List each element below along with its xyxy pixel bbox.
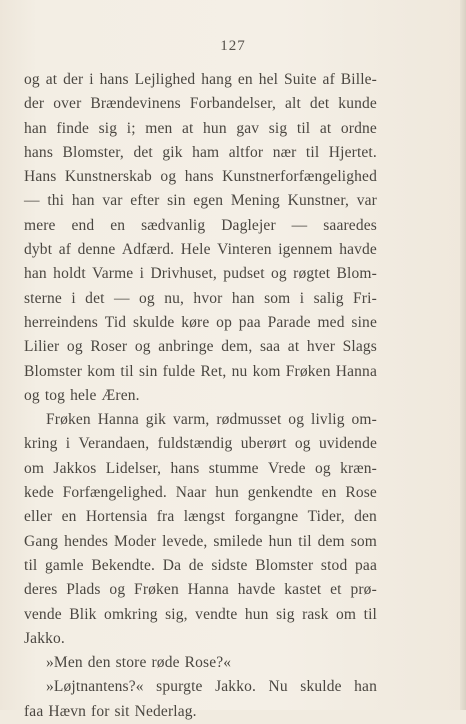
word: skulde [133, 313, 175, 331]
word: salig [313, 289, 344, 307]
word: egen [193, 192, 224, 210]
word: til [305, 143, 320, 161]
word: Plads [66, 581, 101, 599]
word: til [298, 532, 312, 550]
word: saaredes [323, 216, 377, 234]
word: Lilier [24, 338, 60, 356]
word: sin [138, 362, 158, 380]
word: saa [259, 338, 281, 356]
word: længst [183, 508, 226, 526]
word: store [115, 654, 147, 672]
word: nu, [164, 289, 185, 307]
word: af [58, 241, 72, 259]
word: Mening [230, 192, 280, 210]
text-line [24, 432, 377, 456]
word: »Men [46, 654, 83, 672]
word: det [133, 143, 153, 161]
text-line [24, 384, 377, 408]
word: kom [252, 362, 281, 380]
word: og [160, 168, 177, 186]
word: og [24, 71, 40, 88]
word: der [63, 71, 84, 88]
word: fra [156, 508, 175, 526]
word: thi [47, 192, 65, 210]
word: havde [237, 581, 276, 599]
text-line [24, 165, 377, 189]
word: tog [44, 386, 66, 404]
word: Blom- [336, 265, 377, 283]
word: som [264, 289, 291, 307]
text-line [24, 311, 377, 335]
word: Hele [180, 241, 211, 259]
word: der [24, 95, 45, 113]
word: kom [87, 362, 116, 380]
word: dybt [24, 241, 53, 259]
word: Adfærd. [121, 241, 175, 259]
text-line [24, 651, 377, 675]
word: hver [306, 338, 336, 356]
word: vende [24, 605, 62, 623]
word: og [271, 265, 287, 283]
word: spurgte [156, 678, 203, 696]
word: uberørt [240, 435, 287, 453]
word: Kunstnerforfængelighed [222, 168, 377, 186]
word: sidste [211, 556, 248, 574]
word: ham [192, 143, 220, 161]
word: pudset [223, 265, 265, 283]
word: at [319, 119, 332, 137]
word: sin [167, 192, 186, 210]
word: hendes [64, 532, 109, 550]
word: dem [317, 532, 345, 550]
word: Tid [104, 313, 127, 331]
word: fuldstændig [157, 435, 233, 453]
word: han [71, 192, 95, 210]
text-line [24, 117, 377, 141]
text-line [24, 530, 377, 554]
word: om [24, 459, 45, 477]
word: livlig [311, 411, 345, 429]
word: for [91, 702, 110, 720]
word: sig [276, 605, 295, 623]
word: køre [181, 313, 210, 331]
text-line [24, 627, 377, 651]
word: Nederlag. [134, 702, 197, 720]
word: paa [238, 313, 261, 331]
word: Roser [90, 338, 128, 356]
word: Blomster [255, 556, 314, 574]
word: i [71, 289, 76, 307]
word: Bekendte. [91, 556, 156, 574]
word: hun [268, 532, 293, 550]
word: røgtet [293, 265, 331, 283]
word: hang [201, 71, 232, 88]
word: om- [351, 411, 377, 429]
word: fulde [162, 362, 196, 380]
word: gik [162, 143, 183, 161]
word: et [330, 581, 342, 599]
word: Slags [342, 338, 377, 356]
text-line [24, 287, 377, 311]
word: havde [339, 241, 377, 259]
word: at [45, 71, 58, 88]
word: Kunstner, [287, 192, 350, 210]
word: kring [24, 435, 58, 453]
word: paa [355, 556, 377, 574]
word: stod [320, 556, 348, 574]
word: Forbandelser, [189, 95, 276, 113]
word: — [113, 289, 130, 307]
word: Blomster [24, 362, 83, 380]
word: varm, [172, 411, 210, 429]
word: gamle [45, 556, 84, 574]
word: end [71, 216, 95, 234]
word: anbringe [158, 338, 214, 356]
word: Jakkos [53, 459, 97, 477]
word: men [145, 119, 173, 137]
word: Forfængelighed. [62, 484, 167, 502]
word: sterne [24, 289, 62, 307]
text-line [24, 189, 377, 213]
word: Jakko. [215, 678, 257, 696]
text-line [24, 335, 377, 359]
word: prø- [350, 581, 377, 599]
word: sine [351, 313, 377, 331]
word: »Løjtnantens?« [46, 678, 144, 696]
word: Parade [267, 313, 311, 331]
word: uvidende [318, 435, 377, 453]
word: Vinteren [217, 241, 272, 259]
word: hun [215, 484, 239, 502]
word: deres [24, 581, 58, 599]
word: Lidelser, [105, 459, 162, 477]
word: genkendte [247, 484, 313, 502]
word: han [24, 265, 47, 283]
word: han [231, 289, 255, 307]
word: om [336, 605, 357, 623]
word: var [356, 192, 377, 210]
word: vendte [195, 605, 238, 623]
word: stumme [208, 459, 259, 477]
word: Drivhuset, [150, 265, 217, 283]
text-line [24, 238, 377, 262]
word: Hortensia [85, 508, 148, 526]
word: ordne [340, 119, 377, 137]
word: og [139, 289, 155, 307]
word: gik [145, 411, 167, 429]
word: røde [151, 654, 180, 672]
word: holdt [53, 265, 86, 283]
word: og [109, 581, 126, 599]
word: en [321, 484, 337, 502]
text-line [24, 141, 377, 165]
word: Bille- [340, 71, 377, 88]
word: levede, [162, 532, 208, 550]
word: sig [98, 119, 118, 137]
word: i [139, 265, 145, 283]
word: forgangne [234, 508, 299, 526]
text-line [24, 603, 377, 627]
word: igennem [278, 241, 333, 259]
word: en [110, 216, 126, 234]
page-number: 127 [220, 38, 246, 54]
word: at [287, 338, 300, 356]
word: til [24, 556, 38, 574]
word: Lejlighed [134, 71, 196, 88]
word: Nu [268, 678, 288, 696]
word: sit [114, 702, 130, 720]
text-line [24, 92, 377, 116]
word: over [53, 95, 82, 113]
word: hun [203, 119, 227, 137]
text-line [24, 457, 377, 481]
word: i [299, 289, 305, 307]
word: Jakko. [24, 629, 65, 647]
word: med [317, 313, 345, 331]
word: de [188, 556, 204, 574]
word: en [61, 508, 77, 526]
word: Hjertet. [328, 143, 377, 161]
text-line [24, 481, 377, 505]
word: Hanna [335, 362, 377, 380]
word: Brændevinens [90, 95, 181, 113]
word: denne [77, 241, 116, 259]
word: hvor [193, 289, 223, 307]
word: herreindens [24, 313, 98, 331]
word: gav [236, 119, 260, 137]
word: kunde [338, 95, 377, 113]
word: Rose [345, 484, 377, 502]
word: hans [184, 168, 214, 186]
word: og [294, 435, 311, 453]
word: nær [272, 143, 297, 161]
word: som [350, 532, 377, 550]
word: Hanna [97, 411, 139, 429]
word: Moder [114, 532, 157, 550]
word: rødmusset [216, 411, 282, 429]
word: af [322, 71, 335, 88]
word: og [314, 459, 331, 477]
text-line [24, 675, 377, 699]
word: smilede [213, 532, 263, 550]
word: Vrede [268, 459, 306, 477]
body-text [24, 68, 377, 724]
word: hel [258, 71, 279, 88]
word: Gang [24, 532, 59, 550]
word: Daglejer [221, 216, 276, 234]
text-line [24, 360, 377, 384]
word: sig, [165, 605, 188, 623]
text-line [24, 578, 377, 602]
word: han [24, 119, 47, 137]
word: det [85, 289, 105, 307]
word: hans [170, 459, 200, 477]
word: til [296, 119, 311, 137]
word: op [216, 313, 232, 331]
text-line [24, 700, 377, 724]
word: til [120, 362, 134, 380]
word: kede [24, 484, 54, 502]
word: — [291, 216, 308, 234]
word: Frøken [285, 362, 331, 380]
word: sig [268, 119, 288, 137]
word: Ret, [200, 362, 227, 380]
word: det [309, 95, 330, 113]
word: Rose?« [184, 654, 232, 672]
word: hans [99, 71, 129, 88]
word: Frøken [134, 581, 179, 599]
word: hans [24, 143, 54, 161]
word: Blomster, [62, 143, 124, 161]
word: den [354, 508, 377, 526]
word: altfor [228, 143, 264, 161]
word: hun [244, 605, 269, 623]
text-line [24, 68, 377, 92]
text-line [24, 214, 377, 238]
word: Frøken [46, 411, 91, 429]
word: i [65, 435, 71, 453]
word: Verandaen, [78, 435, 150, 453]
word: en [237, 71, 253, 88]
word: Tider, [307, 508, 345, 526]
word: at [181, 119, 194, 137]
word: i; [126, 119, 136, 137]
text-line [24, 505, 377, 529]
page-edge [460, 0, 466, 710]
word: dem, [221, 338, 253, 356]
word: mere [24, 216, 56, 234]
text-line [24, 554, 377, 578]
word: Varme [92, 265, 134, 283]
text-line [24, 262, 377, 286]
word: faa [24, 702, 44, 720]
word: Hans [24, 168, 57, 186]
word: Da [162, 556, 182, 574]
word: den [87, 654, 111, 672]
word: og [24, 386, 40, 404]
word: Blik [69, 605, 97, 623]
word: Hævn [48, 702, 87, 720]
word: i [89, 71, 94, 88]
word: kastet [284, 581, 322, 599]
word: sædvanlig [141, 216, 206, 234]
word: skulde [300, 678, 342, 696]
word: han [354, 678, 377, 696]
word: — [24, 192, 40, 210]
word: Æren. [101, 386, 140, 404]
word: eller [24, 508, 53, 526]
word: Fri- [353, 289, 377, 307]
word: og [134, 338, 151, 356]
word: nu [231, 362, 248, 380]
word: efter [130, 192, 160, 210]
word: og [66, 338, 83, 356]
word: Suite [284, 71, 317, 88]
word: Naar [175, 484, 207, 502]
word: til [363, 605, 377, 623]
word: alt [284, 95, 301, 113]
word: og [288, 411, 305, 429]
word: hele [70, 386, 97, 404]
text-line [24, 408, 377, 432]
word: omkring [104, 605, 158, 623]
word: var [102, 192, 123, 210]
word: kræn- [340, 459, 377, 477]
word: rask [302, 605, 329, 623]
word: finde [56, 119, 90, 137]
word: Kunstnerskab [64, 168, 152, 186]
word: Hanna [187, 581, 229, 599]
